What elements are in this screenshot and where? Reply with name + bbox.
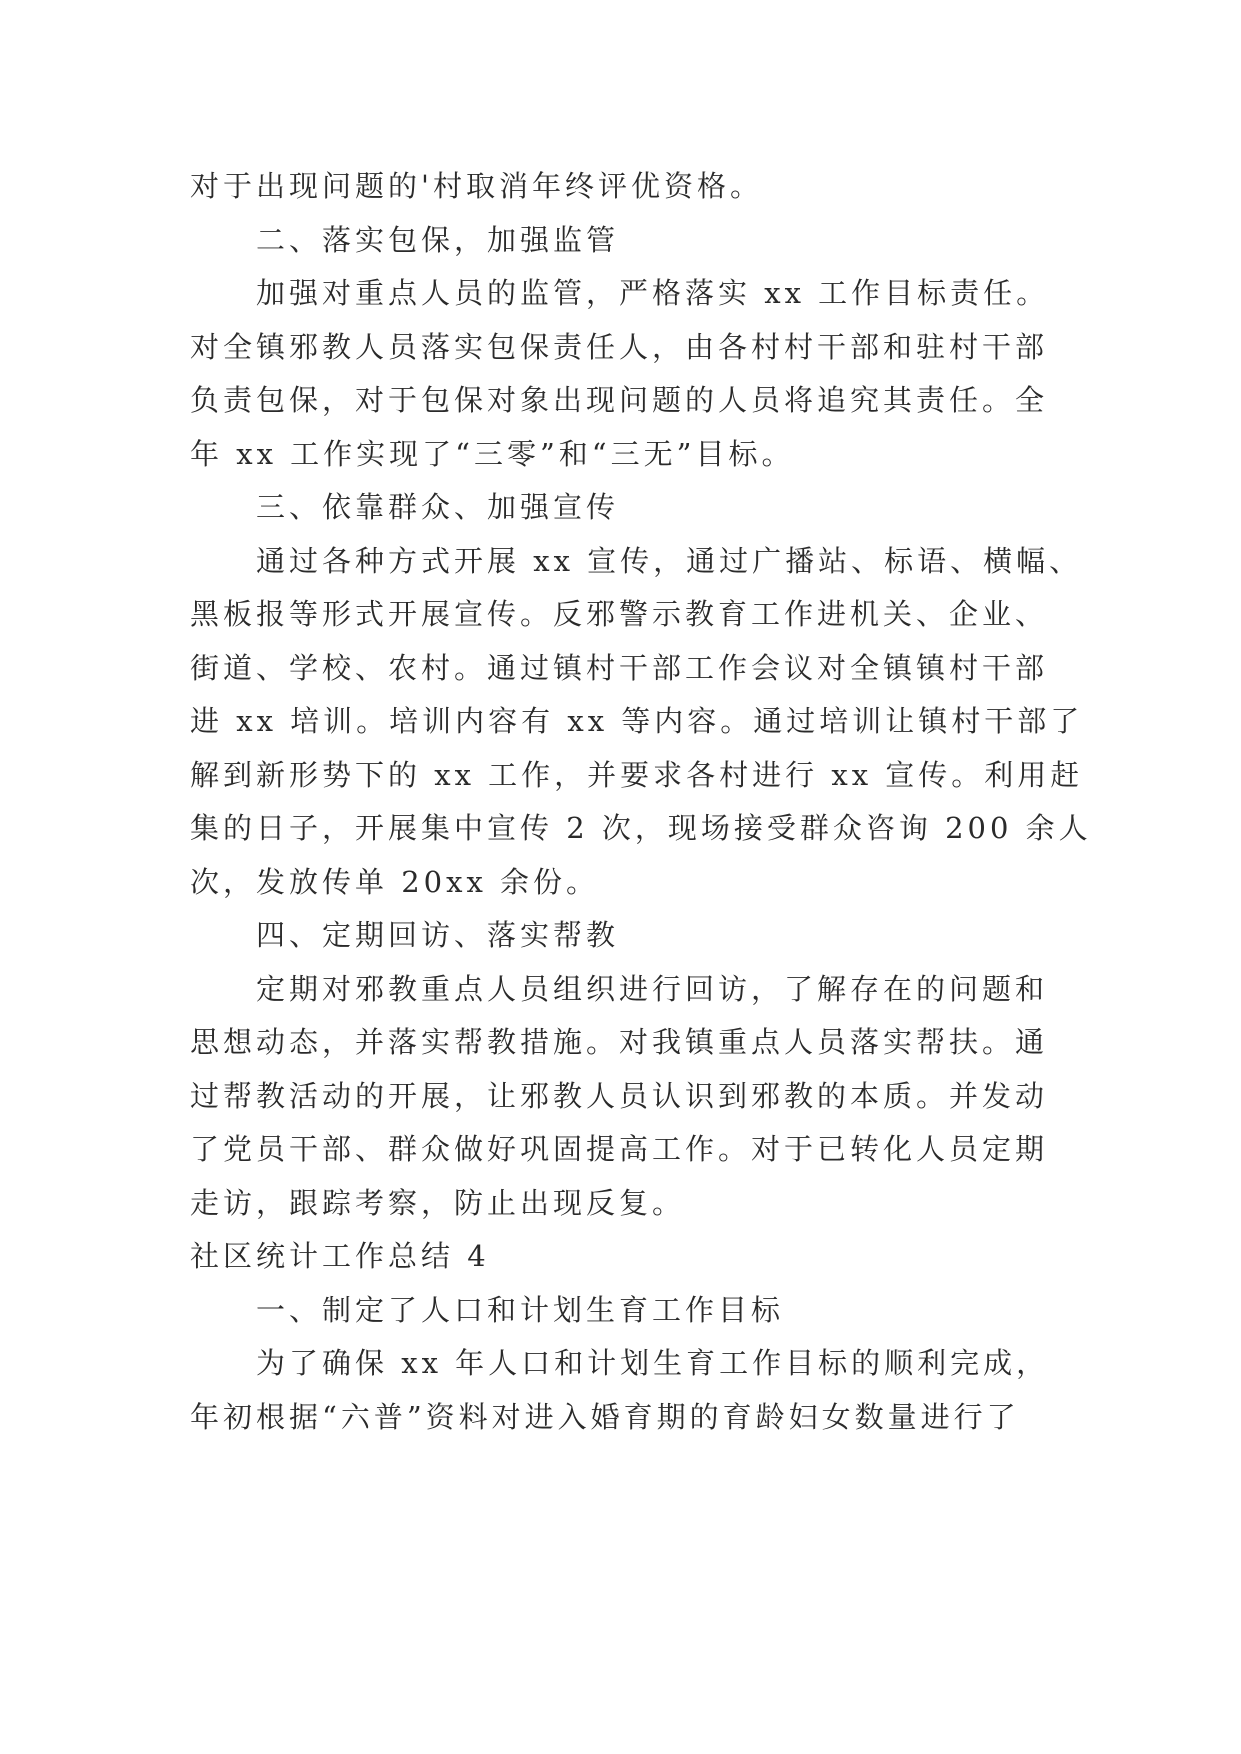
section-heading: 四、定期回访、落实帮教 — [256, 918, 620, 952]
body-text-line: 了党员干部、群众做好巩固提高工作。对于已转化人员定期 — [190, 1132, 1049, 1166]
section-heading: 二、落实包保，加强监管 — [256, 223, 620, 257]
body-text-line: 思想动态，并落实帮教措施。对我镇重点人员落实帮扶。通 — [190, 1025, 1049, 1059]
body-text-line: 进 xx 培训。培训内容有 xx 等内容。通过培训让镇村干部了 — [190, 704, 1084, 738]
body-text-line: 定期对邪教重点人员组织进行回访，了解存在的问题和 — [256, 972, 1049, 1006]
body-text-line: 年 xx 工作实现了“三零”和“三无”目标。 — [190, 437, 795, 471]
body-text-line: 加强对重点人员的监管，严格落实 xx 工作目标责任。 — [256, 276, 1050, 310]
body-text-line: 集的日子，开展集中宣传 2 次，现场接受群众咨询 200 余人 — [190, 811, 1092, 845]
body-text-line: 负责包保，对于包保对象出现问题的人员将追究其责任。全 — [190, 383, 1049, 417]
body-text-line: 次，发放传单 20xx 余份。 — [190, 865, 600, 899]
section-heading: 三、依靠群众、加强宣传 — [256, 490, 620, 524]
body-text-line: 对于出现问题的'村取消年终评优资格。 — [190, 169, 763, 203]
body-text-line: 解到新形势下的 xx 工作，并要求各村进行 xx 宣传。利用赶 — [190, 758, 1084, 792]
body-text-line: 黑板报等形式开展宣传。反邪警示教育工作进机关、企业、 — [190, 597, 1049, 631]
body-text-line: 为了确保 xx 年人口和计划生育工作目标的顺利完成， — [256, 1346, 1050, 1380]
section-heading: 一、制定了人口和计划生育工作目标 — [256, 1293, 785, 1327]
body-text-line: 过帮教活动的开展，让邪教人员认识到邪教的本质。并发动 — [190, 1079, 1049, 1113]
body-text-line: 街道、学校、农村。通过镇村干部工作会议对全镇镇村干部 — [190, 651, 1049, 685]
document-title: 社区统计工作总结 4 — [190, 1239, 490, 1273]
body-text-line: 走访，跟踪考察，防止出现反复。 — [190, 1186, 686, 1220]
body-text-line: 对全镇邪教人员落实包保责任人，由各村村干部和驻村干部 — [190, 330, 1049, 364]
body-text-line: 年初根据“六普”资料对进入婚育期的育龄妇女数量进行了 — [190, 1400, 1020, 1434]
body-text-line: 通过各种方式开展 xx 宣传，通过广播站、标语、横幅、 — [256, 544, 1083, 578]
